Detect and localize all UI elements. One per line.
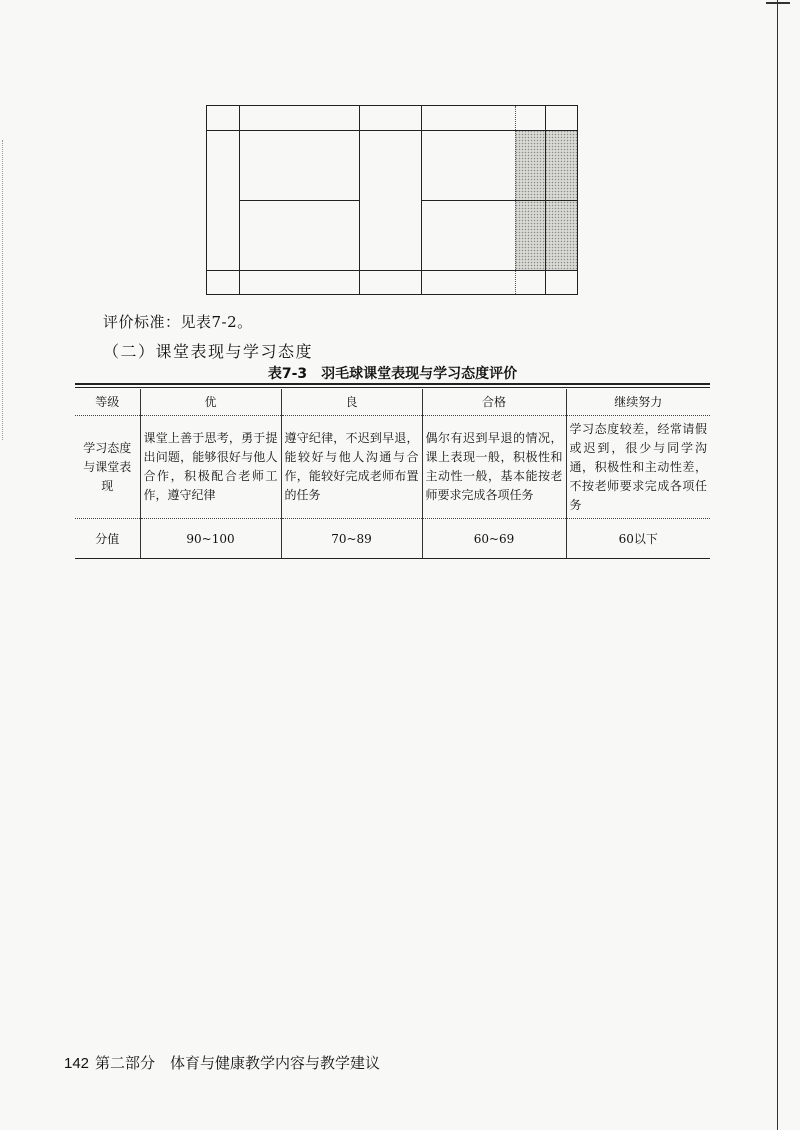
header-cell-good: 良 [281,389,422,416]
table-cell: 遵守纪律，不迟到早退，能较好与他人沟通与合作，能较好完成老师布置的任务 [281,416,422,519]
table-cell: 偶尔有迟到早退的情况，课上表现一般，积极性和主动性一般，基本能按老师要求完成各项任务 [422,416,566,519]
court-shaded-area-top [515,130,577,200]
row-label: 分值 [95,531,120,546]
header-cell-excellent: 优 [140,389,281,416]
page-edge-left [2,140,3,440]
table-top-rule [75,383,710,385]
header-cell-level: 等级 [75,389,140,416]
evaluation-table [75,389,710,559]
page-number: 142 [64,1055,90,1072]
court-line [239,200,359,201]
header-cell-keep-trying: 继续努力 [566,389,710,416]
section-heading: （二）课堂表现与学习态度 [103,342,314,361]
table-cell: 90~100 [140,519,281,560]
page-edge-cap [766,2,790,4]
court-shaded-area-bottom [515,201,577,271]
table-cell: 60以下 [566,519,710,560]
badminton-court-diagram [206,105,578,295]
court-line [207,130,577,131]
page-edge-line [777,0,778,1130]
page-footer [64,1052,380,1073]
table-cell: 70~89 [281,519,422,560]
court-line [207,270,577,271]
table-bottom-rule [75,558,710,559]
court-line [359,106,360,294]
table-cell: 课堂上善于思考，勇于提出问题，能够很好与他人合作，积极配合老师工作，遵守纪律 [140,416,281,519]
court-line [421,200,577,201]
row-label: 学习态度与课堂表现 [75,416,140,519]
table-cell: 学习态度较差，经常请假或迟到，很少与同学沟通，积极性和主动性差，不按老师要求完成各项任务 [566,416,710,519]
table-top-rule-thin [75,387,710,388]
table-header-row [75,389,710,416]
footer-text: 第二部分 体育与健康教学内容与教学建议 [95,1054,381,1072]
table-row [75,416,710,519]
table-caption: 表7-3 羽毛球课堂表现与学习态度评价 [267,366,518,382]
criteria-text: 评价标准：见表7-2。 [103,313,253,331]
table-cell: 60~69 [422,519,566,560]
table-row [75,519,710,560]
header-cell-pass: 合格 [422,389,566,416]
